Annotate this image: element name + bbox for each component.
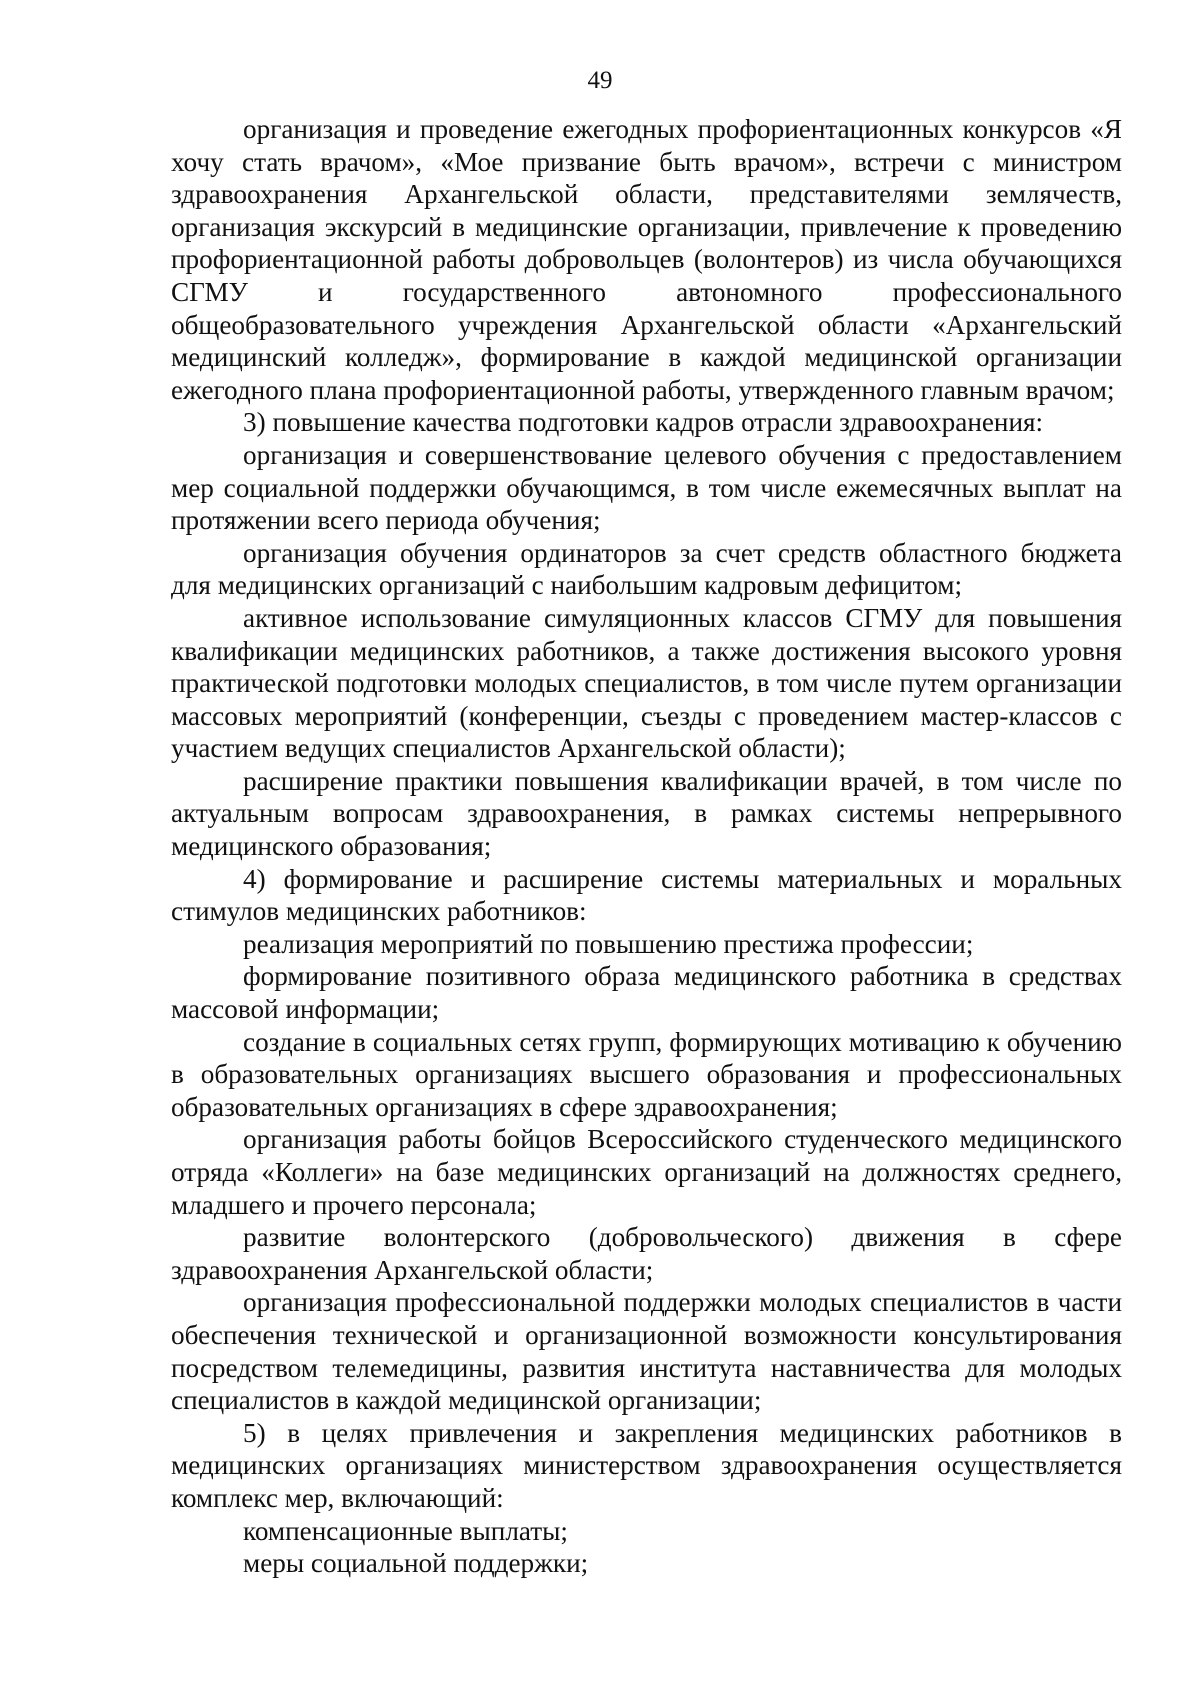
paragraph-student-detachment: организация работы бойцов Всероссийского студенческого медицинского отряда «Коллеги» на базе медицинских организаций на должностях среднего, младшего и прочего персонала; [171,1124,1122,1220]
paragraph-item-4-heading: 4) формирование и расширение системы материальных и моральных стимулов медицинских работников: [171,863,1122,927]
paragraph-targeted-training: организация и совершенствование целевого обучения с предоставлением мер социальной поддержки обучающимся, в том числе ежемесячных выплат на протяжении всего периода обучения; [171,439,1122,536]
paragraph-social-network-groups: создание в социальных сетях групп, формирующих мотивацию к обучению в образовательных организациях высшего образования и профессиональных образовательных организациях в сфере здравоохранения; [171,1026,1122,1122]
document-body [171,113,1122,1580]
page-number: 49 [587,67,613,94]
paragraph-prestige-measures: реализация мероприятий по повышению престижа профессии; [243,928,974,959]
paragraph-item-5-heading: 5) в целях привлечения и закрепления медицинских работников в медицинских организациях министерством здравоохранения осуществляется комплекс мер, включающий: [171,1417,1122,1513]
paragraph-career-guidance-events: организация и проведение ежегодных профориентационных конкурсов «Я хочу стать врачом», «Мое призвание быть врачом», встречи с министром здравоохранения Архангельской области, представителями землячеств, организация экскурсий в медицинские организации, привлечение к проведению профориентационной работы добровольцев (волонтеров) из числа обучающихся СГМУ и государственного автономного профессионального общеобразовательного учреждения Архангельской области «Архангельский медицинский колледж», формирование в каждой медицинской организации ежегодного плана профориентационной работы, утвержденного главным врачом; [171,114,1122,405]
paragraph-media-image: формирование позитивного образа медицинского работника в средствах массовой информации; [171,961,1122,1025]
paragraph-social-support: меры социальной поддержки; [243,1548,589,1579]
paragraph-young-specialists-support: организация профессиональной поддержки молодых специалистов в части обеспечения технической и организационной возможности консультирования посредством телемедицины, развития института наставничества для молодых специалистов в каждой медицинской организации; [171,1287,1122,1416]
paragraph-qualification-practice: расширение практики повышения квалификации врачей, в том числе по актуальным вопросам здравоохранения, в рамках системы непрерывного медицинского образования; [171,765,1122,862]
paragraph-item-3-heading: 3) повышение качества подготовки кадров отрасли здравоохранения: [243,407,1044,438]
paragraph-compensation-payments: компенсационные выплаты; [243,1515,568,1546]
paragraph-residency-training: организация обучения ординаторов за счет средств областного бюджета для медицинских организаций с наибольшим кадровым дефицитом; [171,537,1122,601]
paragraph-volunteer-movement: развитие волонтерского (добровольческого) движения в сфере здравоохранения Архангельской области; [171,1222,1122,1285]
paragraph-simulation-classes: активное использование симуляционных классов СГМУ для повышения квалификации медицинских работников, а также достижения высокого уровня практической подготовки молодых специалистов, в том числе путем организации массовых мероприятий (конференции, съезды с проведением мастер-классов с участием ведущих специалистов Архангельской области); [171,602,1122,764]
